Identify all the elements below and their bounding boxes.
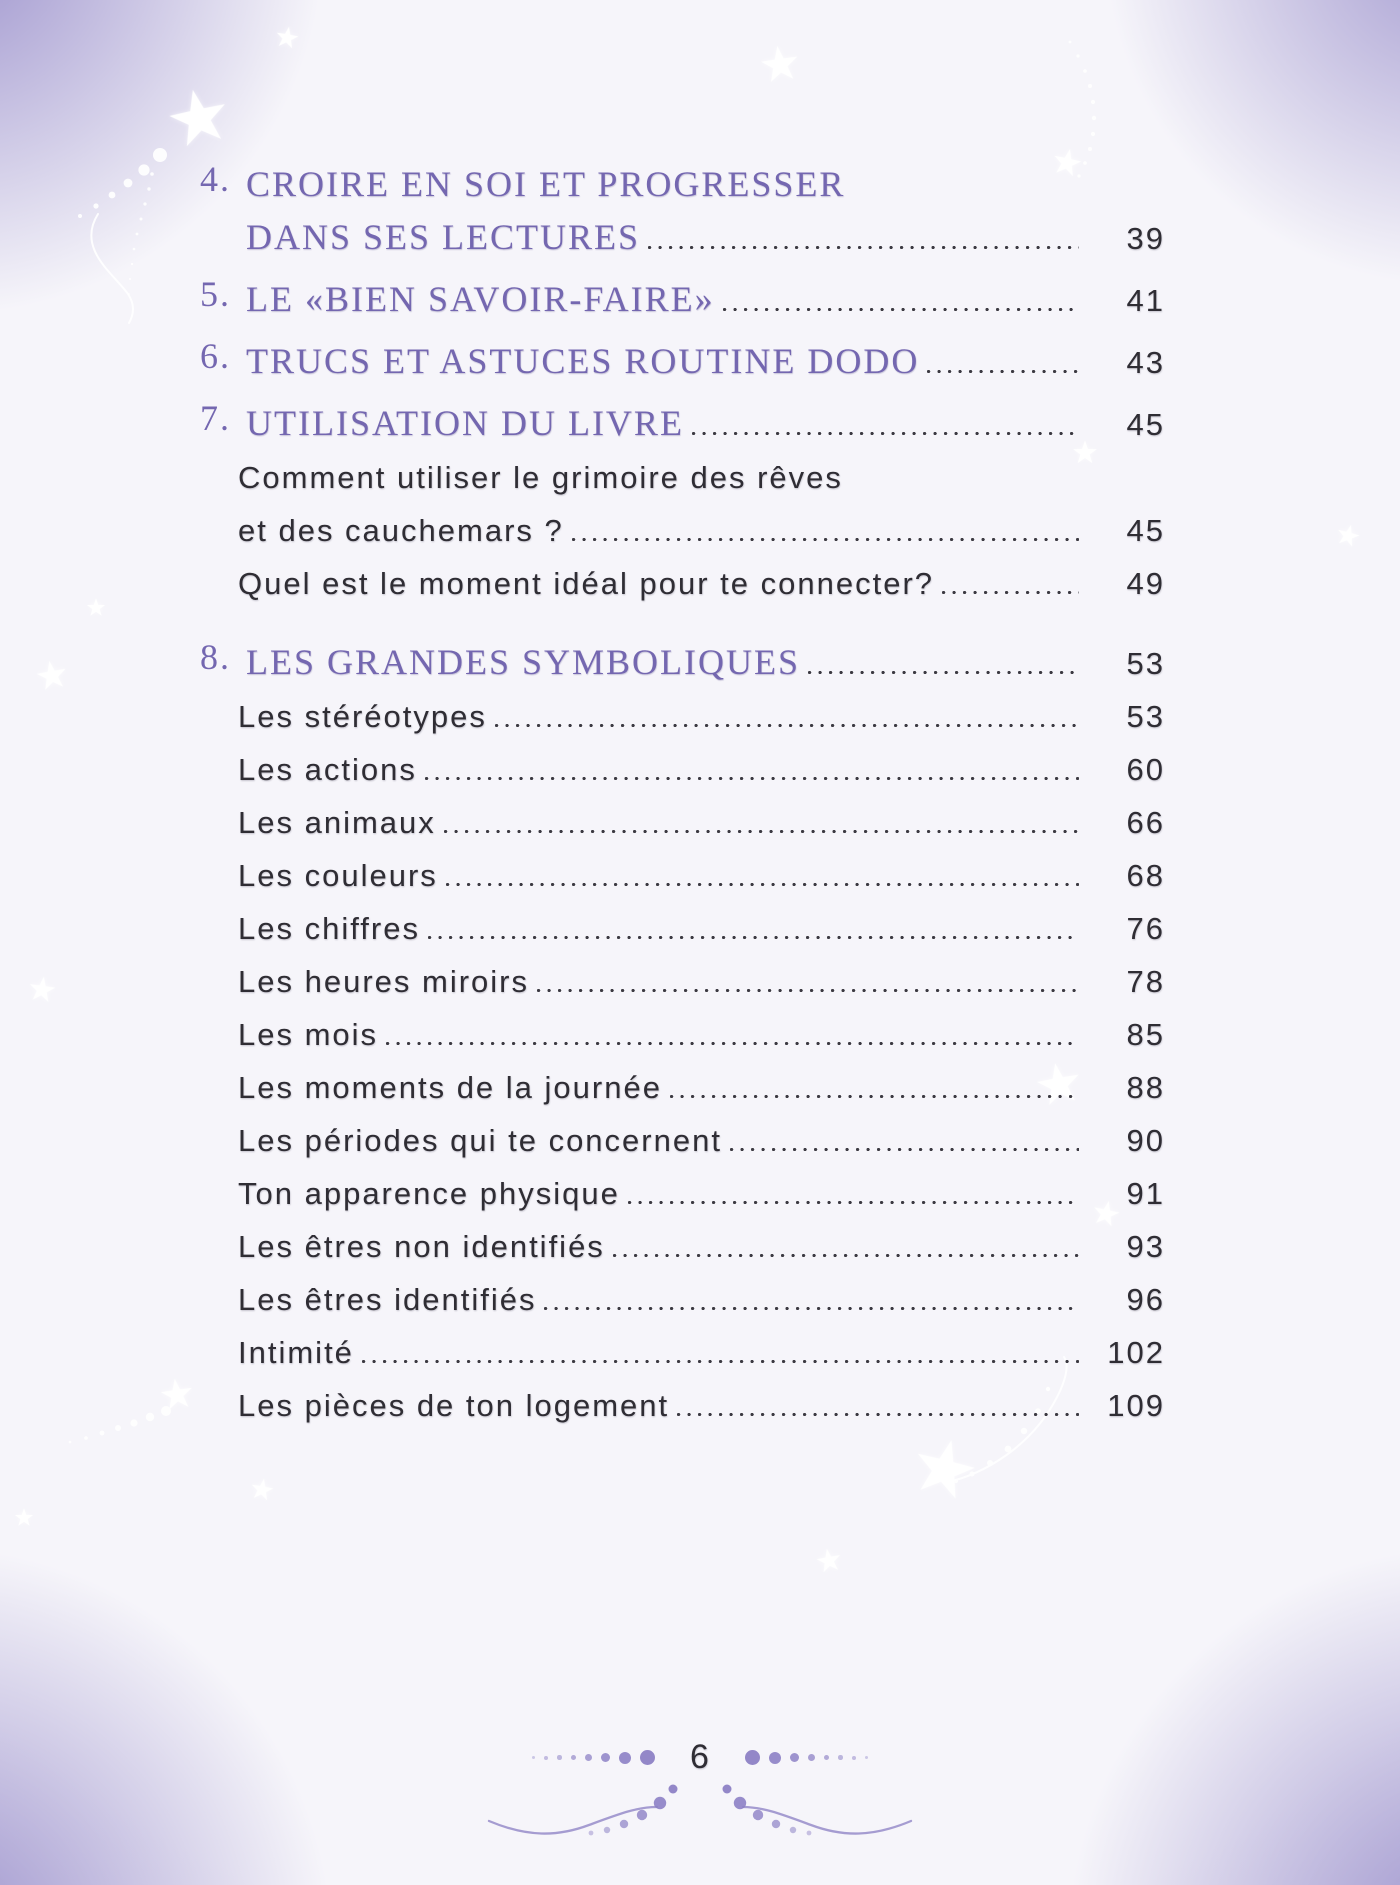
dot-leader [425, 777, 1079, 780]
dot-leader [572, 538, 1079, 541]
chapter-number: 8. [200, 637, 231, 677]
toc-sub-entry [200, 743, 1165, 796]
entry-title: Les stéréotypes [238, 699, 487, 734]
dot-leader [648, 246, 1079, 249]
dot-leader [730, 1148, 1079, 1151]
entry-title: TRUCS ET ASTUCES ROUTINE DODO [246, 341, 920, 381]
footer-dot [532, 1756, 535, 1759]
entry-title: LES GRANDES SYMBOLIQUES [246, 642, 801, 682]
toc-sub-entry [200, 955, 1165, 1008]
toc-sub-entry [200, 849, 1165, 902]
entry-page-number: 39 [1126, 221, 1165, 256]
footer-dots-right [745, 1750, 868, 1765]
entry-title: Les animaux [238, 805, 436, 840]
dot-leader [386, 1042, 1079, 1045]
entry-page-number: 102 [1107, 1335, 1165, 1370]
dot-leader [446, 883, 1079, 886]
entry-page-number: 53 [1126, 699, 1165, 734]
toc-sub-entry [200, 1114, 1165, 1167]
entry-page-number: 53 [1126, 646, 1165, 681]
chapter-number: 4. [200, 159, 231, 199]
entry-title: LE «BIEN SAVOIR-FAIRE» [246, 279, 715, 319]
page-footer [0, 1738, 1400, 1841]
entry-page-number: 45 [1126, 513, 1165, 548]
entry-title: Comment utiliser le grimoire des rêves [238, 460, 843, 495]
toc-chapter-entry [200, 158, 1165, 265]
dot-leader [613, 1254, 1079, 1257]
dot-leader [692, 432, 1079, 435]
footer-dot [557, 1755, 562, 1760]
toc-chapter-entry [200, 273, 1165, 327]
toc-chapter-entry [200, 636, 1165, 690]
page-number: 6 [690, 1738, 710, 1776]
toc-sub-entry [200, 1379, 1165, 1432]
dot-leader [723, 308, 1079, 311]
dot-leader [495, 724, 1079, 727]
entry-page-number: 85 [1126, 1017, 1165, 1052]
toc-sub-entry [200, 796, 1165, 849]
footer-dot [824, 1755, 830, 1761]
corner-dot-trail [62, 1402, 192, 1448]
star-icon [1333, 521, 1362, 550]
footer-dot [838, 1755, 843, 1760]
footer-dot [640, 1750, 655, 1765]
footer-dot [745, 1750, 760, 1765]
dot-leader [927, 370, 1079, 373]
chapter-number: 6. [200, 336, 231, 376]
toc-sub-entry [200, 902, 1165, 955]
footer-dot [808, 1754, 815, 1761]
toc-sub-entry [200, 690, 1165, 743]
footer-dots-left [532, 1750, 655, 1765]
toc-chapter-entry [200, 335, 1165, 389]
footer-dot [571, 1755, 577, 1761]
star-icon [26, 974, 58, 1006]
entry-page-number: 96 [1126, 1282, 1165, 1317]
footer-ornament-row [532, 1738, 868, 1777]
star-icon [86, 598, 106, 618]
entry-title: CROIRE EN SOI ET PROGRESSER [246, 164, 846, 204]
star-icon [248, 1476, 276, 1504]
entry-page-number: 109 [1107, 1388, 1165, 1423]
table-of-contents [200, 158, 1165, 1432]
entry-title: Les périodes qui te concernent [238, 1123, 722, 1158]
footer-dot [865, 1756, 868, 1759]
toc-chapter-entry [200, 397, 1165, 451]
footer-dot [544, 1756, 548, 1760]
entry-title: Les êtres identifiés [238, 1282, 537, 1317]
star-icon [14, 1508, 34, 1528]
entry-title: Les êtres non identifiés [238, 1229, 605, 1264]
dot-leader [362, 1360, 1079, 1363]
footer-dot [585, 1754, 592, 1761]
toc-sub-entry [200, 1008, 1165, 1061]
entry-page-number: 41 [1126, 283, 1165, 318]
footer-swirl-right [713, 1781, 913, 1841]
entry-title: Les heures miroirs [238, 964, 529, 999]
entry-page-number: 90 [1126, 1123, 1165, 1158]
footer-dot [619, 1752, 631, 1764]
entry-title: UTILISATION DU LIVRE [246, 403, 684, 443]
footer-dot [601, 1753, 610, 1762]
toc-sub-entry [200, 451, 1165, 557]
chapter-number: 7. [200, 398, 231, 438]
dot-leader [444, 830, 1079, 833]
entry-page-number: 43 [1126, 345, 1165, 380]
dot-leader [428, 936, 1079, 939]
entry-page-number: 76 [1126, 911, 1165, 946]
toc-sub-entry [200, 1273, 1165, 1326]
entry-page-number: 93 [1126, 1229, 1165, 1264]
toc-sub-entry [200, 1061, 1165, 1114]
footer-swirl-left [487, 1781, 687, 1841]
entry-title: Les mois [238, 1017, 379, 1052]
toc-sub-entry [200, 557, 1165, 610]
entry-title: Les moments de la journée [238, 1070, 662, 1105]
entry-page-number: 91 [1126, 1176, 1165, 1211]
star-icon [33, 657, 70, 694]
entry-page-number: 45 [1126, 407, 1165, 442]
entry-title: Les couleurs [238, 858, 438, 893]
entry-title: Les chiffres [238, 911, 420, 946]
footer-dot [852, 1756, 856, 1760]
entry-page-number: 49 [1126, 566, 1165, 601]
entry-page-number: 78 [1126, 964, 1165, 999]
dot-leader [808, 671, 1079, 674]
entry-page-number: 60 [1126, 752, 1165, 787]
chapter-number: 5. [200, 274, 231, 314]
entry-title: DANS SES LECTURES [246, 217, 641, 257]
entry-page-number: 66 [1126, 805, 1165, 840]
footer-dot [769, 1752, 781, 1764]
footer-swirls [487, 1781, 913, 1841]
star-icon [814, 1546, 844, 1576]
entry-title: Les actions [238, 752, 417, 787]
dot-leader [537, 989, 1079, 992]
entry-title: Les pièces de ton logement [238, 1388, 670, 1423]
dot-leader [628, 1201, 1079, 1204]
dot-leader [544, 1307, 1079, 1310]
entry-title: Quel est le moment idéal pour te connecter? [238, 566, 935, 601]
dot-leader [670, 1095, 1079, 1098]
entry-title: Ton apparence physique [238, 1176, 620, 1211]
toc-sub-entry [200, 1326, 1165, 1379]
entry-page-number: 88 [1126, 1070, 1165, 1105]
toc-sub-entry [200, 1220, 1165, 1273]
star-icon [757, 42, 802, 87]
star-icon [273, 24, 301, 52]
entry-title: et des cauchemars ? [238, 513, 564, 548]
toc-sub-entry [200, 1167, 1165, 1220]
dot-leader [677, 1413, 1079, 1416]
entry-title: Intimité [238, 1335, 354, 1370]
footer-dot [790, 1753, 799, 1762]
dot-leader [942, 591, 1079, 594]
entry-page-number: 68 [1126, 858, 1165, 893]
